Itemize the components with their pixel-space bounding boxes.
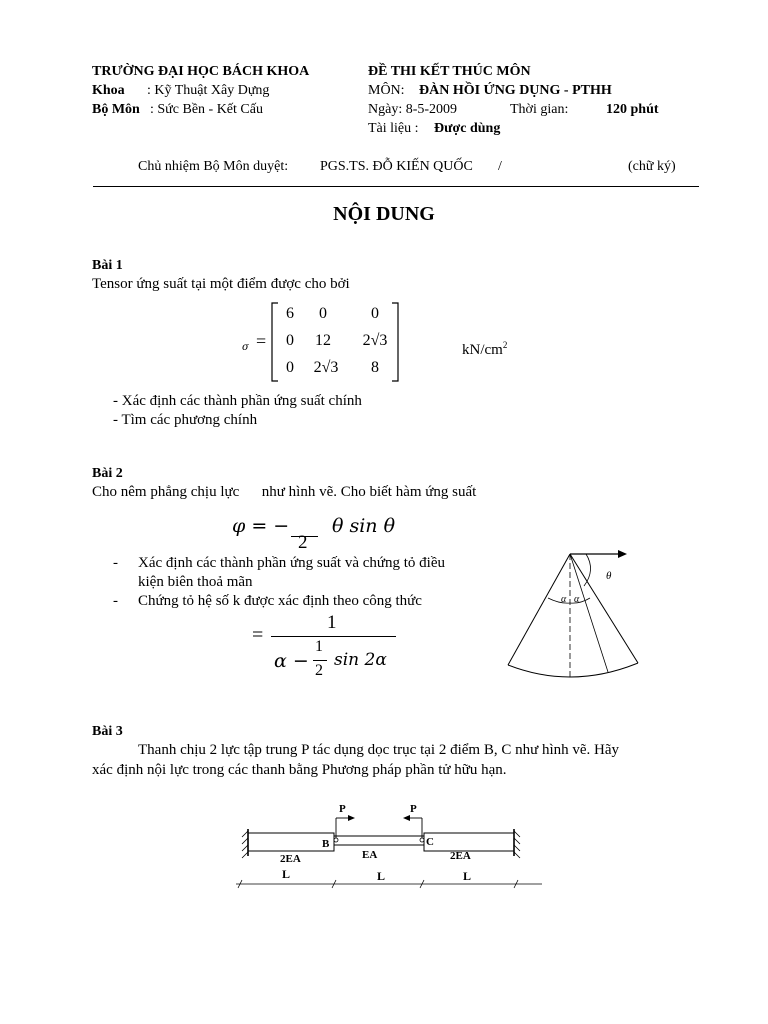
length-3: L: [463, 869, 472, 883]
bai1-item-1: - Xác định các thành phần ứng suất chính: [113, 393, 362, 409]
bai2-bullet-1: -: [113, 555, 118, 571]
theta-arc: [584, 554, 591, 586]
alpha-arc-right: [570, 598, 590, 603]
sigma-symbol: σ: [242, 342, 249, 353]
force-arrowhead: [618, 550, 627, 558]
approval-name: PGS.TS. ĐỖ KIẾN QUỐC: [320, 159, 473, 174]
half-denominator: 2: [315, 662, 323, 679]
wedge-left-edge: [508, 554, 570, 665]
alpha-label-left: α: [561, 594, 567, 605]
time-value: 120 phút: [606, 102, 659, 117]
joint-c: [420, 838, 424, 842]
approval-slash: /: [498, 159, 502, 174]
content-title: NỘI DUNG: [333, 203, 435, 225]
materials-label: Tài liệu :: [368, 121, 419, 136]
bai3-heading: Bài 3: [92, 724, 123, 739]
unit-superscript: 2: [502, 340, 508, 350]
header-divider: [93, 186, 699, 187]
k-denominator-sin: sin 2α: [334, 650, 387, 670]
materials-value: Được dùng: [434, 121, 501, 136]
matrix-cell: 12: [315, 332, 331, 349]
matrix-cell: 0: [371, 305, 379, 322]
bai1-item-2: - Tìm các phương chính: [113, 412, 258, 428]
force-p1-label: P: [339, 803, 346, 815]
phi-denominator: 2: [298, 532, 308, 553]
subject-value: ĐÀN HỒI ỨNG DỤNG - PTHH: [419, 83, 612, 98]
half-fraction-bar: [313, 660, 327, 661]
bar-figure: [232, 796, 548, 896]
phi-lhs: φ = −: [232, 515, 290, 537]
bai1-intro: Tensor ứng suất tại một điểm được cho bởi: [92, 276, 350, 292]
k-numerator: 1: [327, 612, 337, 633]
point-b-label: B: [322, 838, 330, 850]
matrix-cell: 0: [286, 359, 294, 376]
segment-1-stiffness: 2EA: [280, 853, 301, 865]
matrix-cell: 0: [286, 332, 294, 349]
faculty-label: Khoa: [92, 83, 125, 98]
approval-label: Chủ nhiệm Bộ Môn duyệt:: [138, 159, 289, 174]
department-label: Bộ Môn: [92, 102, 140, 117]
university-name: TRƯỜNG ĐẠI HỌC BÁCH KHOA: [92, 64, 310, 79]
force-p2-label: P: [410, 803, 417, 815]
matrix-cell: 2√3: [313, 359, 339, 376]
segment-3-stiffness: 2EA: [450, 850, 471, 862]
k-fraction-bar: [271, 636, 396, 637]
department-value: : Sức Bền - Kết Cấu: [150, 102, 263, 117]
segment-2: [334, 836, 424, 845]
subject-label: MÔN:: [368, 83, 405, 98]
bai3-line-2: xác định nội lực trong các thanh bằng Phương pháp phần tử hữu hạn.: [92, 762, 507, 778]
k-denominator-alpha: α −: [274, 650, 309, 672]
alpha-arc-left: [548, 598, 570, 603]
exam-date: Ngày: 8-5-2009: [368, 102, 458, 117]
bai2-intro: Cho nêm phẳng chịu lực như hình vẽ. Cho biết hàm ứng suất: [92, 484, 477, 500]
half-numerator: 1: [315, 638, 323, 655]
joint-b: [334, 838, 338, 842]
phi-rhs: θ sin θ: [332, 515, 396, 537]
wedge-figure: [500, 540, 650, 690]
matrix-cell: 0: [319, 305, 327, 322]
segment-3: [424, 833, 514, 851]
bai3-line-1: Thanh chịu 2 lực tập trung P tác dụng dọc trục tại 2 điểm B, C như hình vẽ. Hãy: [138, 742, 620, 758]
matrix-cell: 6: [286, 305, 294, 322]
bai2-item-2: Chứng tỏ hệ số k được xác định theo công thức: [138, 593, 422, 609]
signature-placeholder: (chữ ký): [628, 159, 676, 174]
length-2: L: [377, 869, 386, 883]
unit-text: kN/cm: [462, 342, 503, 358]
bai2-heading: Bài 2: [92, 466, 123, 481]
radial-line: [570, 554, 608, 672]
matrix-cell: 2√3: [362, 332, 388, 349]
k-equals: =: [252, 624, 264, 646]
wedge-arc: [508, 663, 638, 677]
wedge-right-edge: [570, 554, 638, 663]
length-1: L: [282, 867, 291, 881]
bai2-item-1: Xác định các thành phần ứng suất và chứng tỏ điều: [138, 555, 446, 571]
bai2-item-1-cont: kiện biên thoả mãn: [138, 574, 253, 590]
segment-2-stiffness: EA: [362, 849, 378, 861]
point-c-label: C: [426, 836, 434, 848]
bai2-bullet-2: -: [113, 593, 118, 609]
alpha-label-right: α: [574, 594, 580, 605]
faculty-value: : Kỹ Thuật Xây Dựng: [147, 83, 270, 98]
stress-unit: [462, 340, 507, 359]
bai1-heading: Bài 1: [92, 258, 123, 273]
time-label: Thời gian:: [510, 102, 569, 117]
exam-title: ĐỀ THI KẾT THÚC MÔN: [368, 64, 531, 79]
theta-label: θ: [606, 570, 612, 582]
matrix-cell: 8: [371, 359, 379, 376]
matrix-equals: =: [256, 331, 267, 351]
